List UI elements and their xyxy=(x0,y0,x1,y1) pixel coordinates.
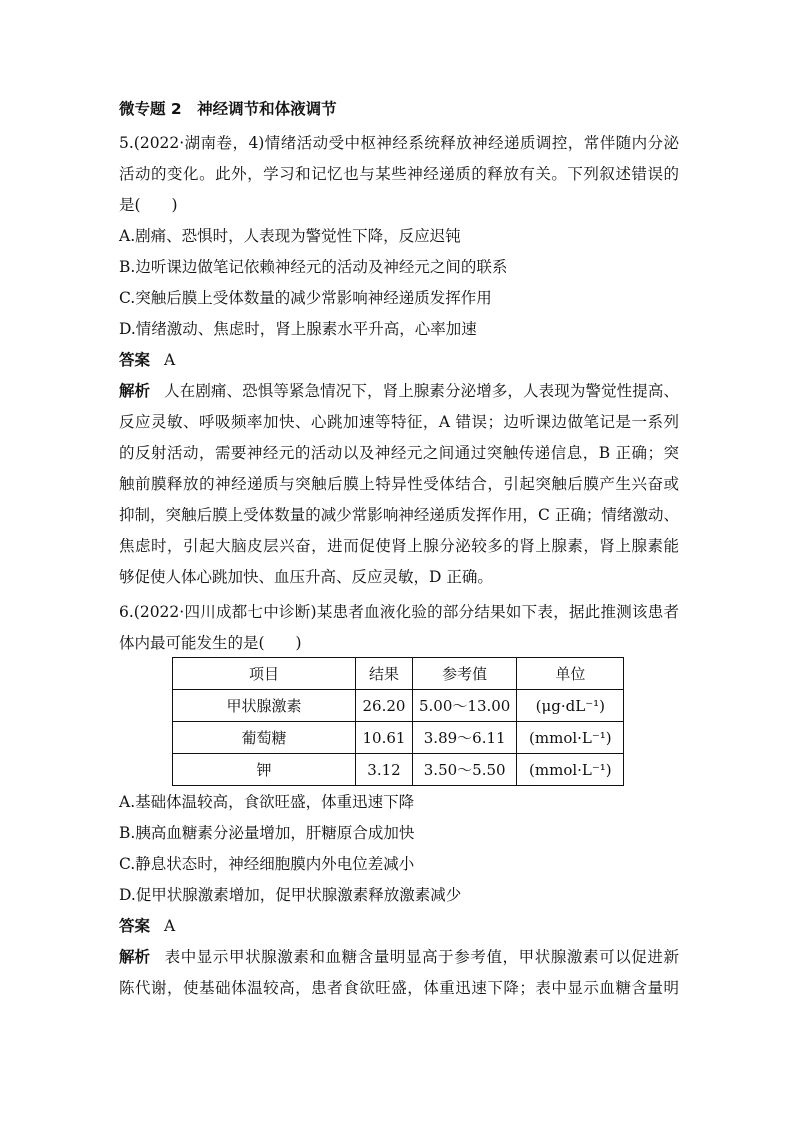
cell-item: 葡萄糖 xyxy=(173,722,356,754)
q5-analysis-line-3: 的反射活动，需要神经元的活动以及神经元之间通过突触传递信息，B 正确；突 xyxy=(119,444,679,462)
q6-analysis-text-1: 表中显示甲状腺激素和血糖含量明显高于参考值，甲状腺激素可以促进新 xyxy=(164,948,679,966)
cell-reference: 3.50～5.50 xyxy=(413,754,517,786)
cell-unit: (mmol·L⁻¹) xyxy=(517,754,624,786)
q6-stem-line-1: 6.(2022·四川成都七中诊断)某患者血液化验的部分结果如下表，据此推测该患者 xyxy=(119,603,679,621)
q6-option-d: D.促甲状腺激素增加，促甲状腺激素释放激素减少 xyxy=(119,886,462,904)
header-unit: 单位 xyxy=(517,658,624,690)
cell-item: 钾 xyxy=(173,754,356,786)
q5-analysis-label: 解析 xyxy=(119,382,151,400)
q6-analysis-line-1 xyxy=(119,942,679,973)
q6-answer-value: A xyxy=(164,917,176,935)
blood-test-table xyxy=(172,657,624,786)
cell-unit: (mmol·L⁻¹) xyxy=(517,722,624,754)
table-row xyxy=(173,722,624,754)
header-item: 项目 xyxy=(173,658,356,690)
cell-result: 26.20 xyxy=(356,690,413,722)
header-result: 结果 xyxy=(356,658,413,690)
q6-option-b: B.胰高血糖素分泌量增加，肝糖原合成加快 xyxy=(119,824,415,842)
cell-result: 3.12 xyxy=(356,754,413,786)
q6-analysis-line-2: 陈代谢，使基础体温较高，患者食欲旺盛，体重迅速下降；表中显示血糖含量明 xyxy=(119,979,679,997)
q5-answer-label: 答案 xyxy=(119,351,151,369)
q6-option-c: C.静息状态时，神经细胞膜内外电位差减小 xyxy=(119,855,415,873)
q5-analysis-line-2: 反应灵敏、呼吸频率加快、心跳加速等特征，A 错误；边听课边做笔记是一系列 xyxy=(119,413,679,431)
q5-analysis-line-6: 焦虑时，引起大脑皮层兴奋，进而促使肾上腺分泌较多的肾上腺素，肾上腺素能 xyxy=(119,537,679,555)
q5-analysis-line-7: 够促使人体心跳加快、血压升高、反应灵敏，D 正确。 xyxy=(119,568,493,586)
table-header-row xyxy=(173,658,624,690)
q5-option-c: C.突触后膜上受体数量的减少常影响神经递质发挥作用 xyxy=(119,289,492,307)
q6-answer-row xyxy=(119,911,679,942)
q6-stem-line-2: 体内最可能发生的是( ) xyxy=(119,634,302,652)
q5-option-d: D.情绪激动、焦虑时，肾上腺素水平升高，心率加速 xyxy=(119,320,477,338)
q5-answer-row xyxy=(119,345,679,376)
q5-analysis-line-5: 抑制，突触后膜上受体数量的减少常影响神经递质发挥作用，C 正确；情绪激动、 xyxy=(119,506,679,524)
q5-analysis-line-1 xyxy=(119,376,679,407)
header-reference: 参考值 xyxy=(413,658,517,690)
section-title: 微专题 2 神经调节和体液调节 xyxy=(119,100,337,118)
q6-answer-label: 答案 xyxy=(119,917,151,935)
table-row xyxy=(173,754,624,786)
q5-option-b: B.边听课边做笔记依赖神经元的活动及神经元之间的联系 xyxy=(119,258,508,276)
cell-item: 甲状腺激素 xyxy=(173,690,356,722)
q5-analysis-line-4: 触前膜释放的神经递质与突触后膜上特异性受体结合，引起突触后膜产生兴奋或 xyxy=(119,475,679,493)
q5-stem-line-3: 是( ) xyxy=(119,196,178,214)
q6-option-a: A.基础体温较高，食欲旺盛，体重迅速下降 xyxy=(119,793,415,811)
cell-reference: 3.89～6.11 xyxy=(413,722,517,754)
q6-analysis-label: 解析 xyxy=(119,948,151,966)
q5-stem-line-1: 5.(2022·湖南卷，4)情绪活动受中枢神经系统释放神经递质调控，常伴随内分泌 xyxy=(119,134,679,152)
q5-analysis-text-1: 人在剧痛、恐惧等紧急情况下，肾上腺素分泌增多，人表现为警觉性提高、 xyxy=(164,382,679,400)
table-row xyxy=(173,690,624,722)
q5-stem-line-2: 活动的变化。此外，学习和记忆也与某些神经递质的释放有关。下列叙述错误的 xyxy=(119,165,679,183)
cell-result: 10.61 xyxy=(356,722,413,754)
cell-reference: 5.00～13.00 xyxy=(413,690,517,722)
cell-unit: (μg·dL⁻¹) xyxy=(517,690,624,722)
q5-answer-value: A xyxy=(164,351,176,369)
q5-option-a: A.剧痛、恐惧时，人表现为警觉性下降，反应迟钝 xyxy=(119,227,461,245)
